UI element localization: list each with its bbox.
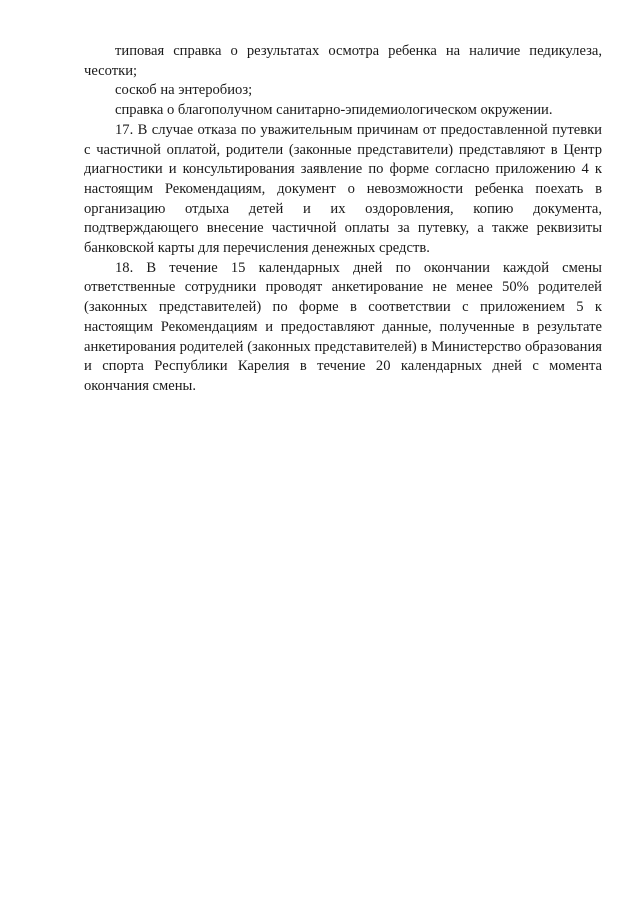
paragraph-enterobiasis-scraping: соскоб на энтеробиоз;	[115, 82, 253, 99]
paragraph-epidemiological-certificate: справка о благополучном санитарно-эпидемиологическом окружении.	[115, 102, 553, 119]
document-page	[84, 42, 602, 397]
paragraph-item-17: 17. В случае отказа по уважительным причинам от предоставленной путевки с частичной оплатой, родители (законные представители) представляют в Центр диагностики и консультирования заявление по форме согласно приложению 4 к настоящим Рекомендациям, документ о невозможности ребенка поехать в организацию отдыха детей и их оздоровления, копию документа, подтверждающего внесение частичной оплаты за путевку, а также реквизиты банковской карты для перечисления денежных средств.	[84, 121, 602, 257]
paragraph-item-18: 18. В течение 15 календарных дней по окончании каждой смены ответственные сотрудники проводят анкетирование не менее 50% родителей (законных представителей) по форме в соответствии с приложением 5 к настоящим Рекомендациям и предоставляют данные, полученные в результате анкетирования родителей (законных представителей) в Министерство образования и спорта Республики Карелия в течение 20 календарных дней с момента окончания смены.	[84, 259, 602, 394]
paragraph-lice-certificate: типовая справка о результатах осмотра ребенка на наличие педикулеза, чесотки;	[84, 43, 602, 79]
